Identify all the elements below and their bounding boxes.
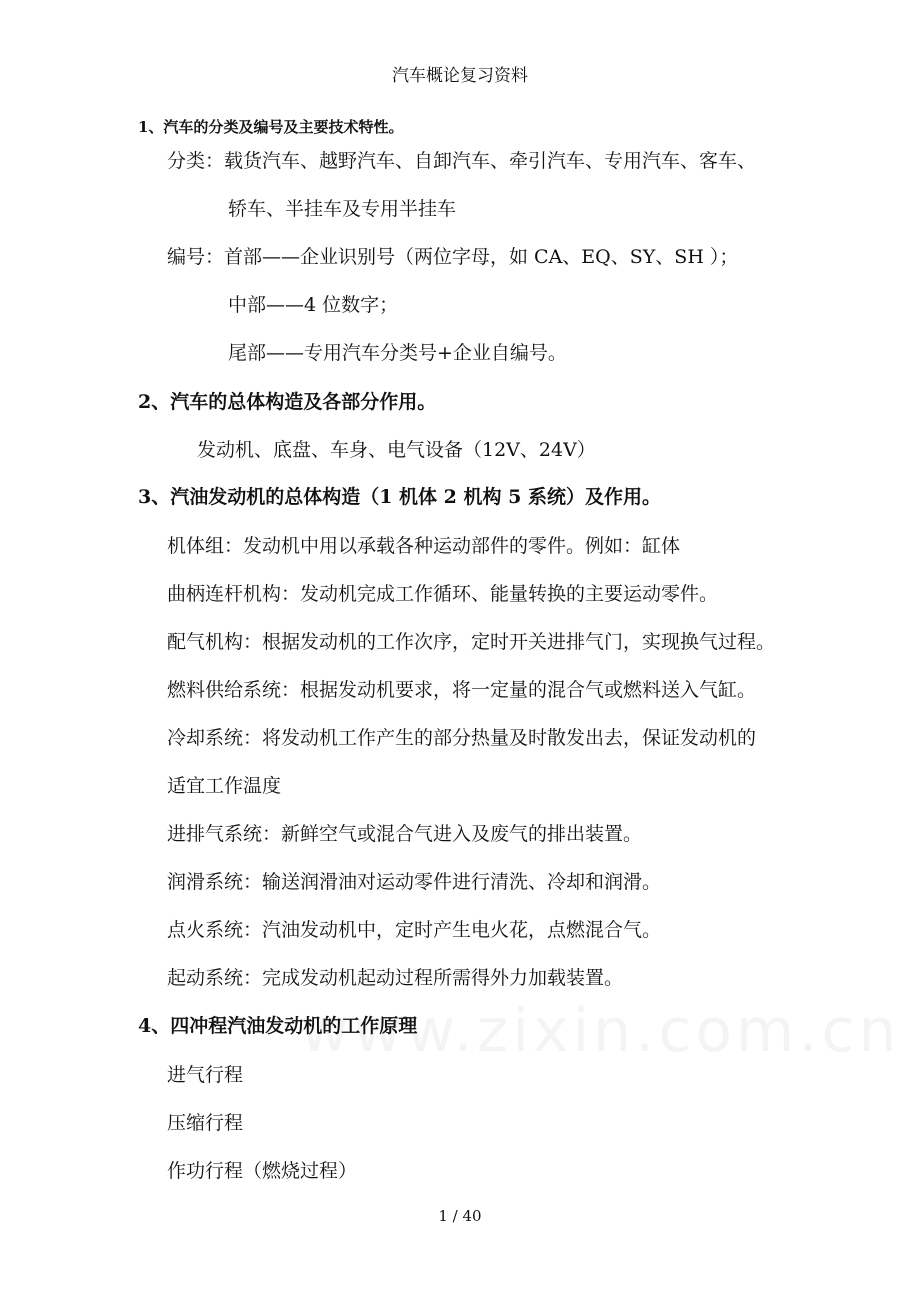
section-1-line-5: 尾部——专用汽车分类号+企业自编号。 [228,342,567,364]
section-4-line-2: 压缩行程 [167,1112,244,1134]
section-3-line-8: 润滑系统：输送润滑油对运动零件进行清洗、冷却和润滑。 [167,871,662,893]
section-3-line-3: 配气机构：根据发动机的工作次序，定时开关进排气门，实现换气过程。 [167,631,776,653]
section-4-line-1: 进气行程 [167,1064,244,1086]
section-1-line-1: 分类：载货汽车、越野汽车、自卸汽车、牵引汽车、专用汽车、客车、 [167,150,757,172]
section-2-heading: 2、汽车的总体构造及各部分作用。 [138,391,437,413]
section-1-line-2: 轿车、半挂车及专用半挂车 [228,198,457,220]
section-1-line-3: 编号：首部——企业识别号（两位字母，如 CA、EQ、SY、SH ）； [167,246,739,268]
section-1-heading: 1、汽车的分类及编号及主要技术特性。 [138,118,404,136]
section-3-heading: 3、汽油发动机的总体构造（1 机体 2 机构 5 系统）及作用。 [138,486,661,508]
section-4-line-3: 作功行程（燃烧过程） [167,1160,358,1182]
section-3-line-5: 冷却系统：将发动机工作产生的部分热量及时散发出去，保证发动机的 [167,727,757,749]
section-3-line-2: 曲柄连杆机构：发动机完成工作循环、能量转换的主要运动零件。 [167,583,719,605]
section-1-line-4: 中部——4 位数字； [228,294,399,316]
section-3-line-1: 机体组：发动机中用以承载各种运动部件的零件。例如：缸体 [167,535,681,557]
section-3-line-9: 点火系统：汽油发动机中，定时产生电火花，点燃混合气。 [167,919,662,941]
section-3-line-10: 起动系统：完成发动机起动过程所需得外力加载装置。 [167,967,624,989]
section-3-line-6: 适宜工作温度 [167,775,282,797]
section-4-heading: 4、四冲程汽油发动机的工作原理 [138,1015,418,1037]
section-2-line-1: 发动机、底盘、车身、电气设备（12V、24V） [197,439,596,461]
page-title: 汽车概论复习资料 [392,66,528,86]
section-3-line-7: 进排气系统：新鲜空气或混合气进入及废气的排出装置。 [167,823,643,845]
page-number: 1 / 40 [438,1207,482,1225]
section-3-line-4: 燃料供给系统：根据发动机要求，将一定量的混合气或燃料送入气缸。 [167,679,757,701]
